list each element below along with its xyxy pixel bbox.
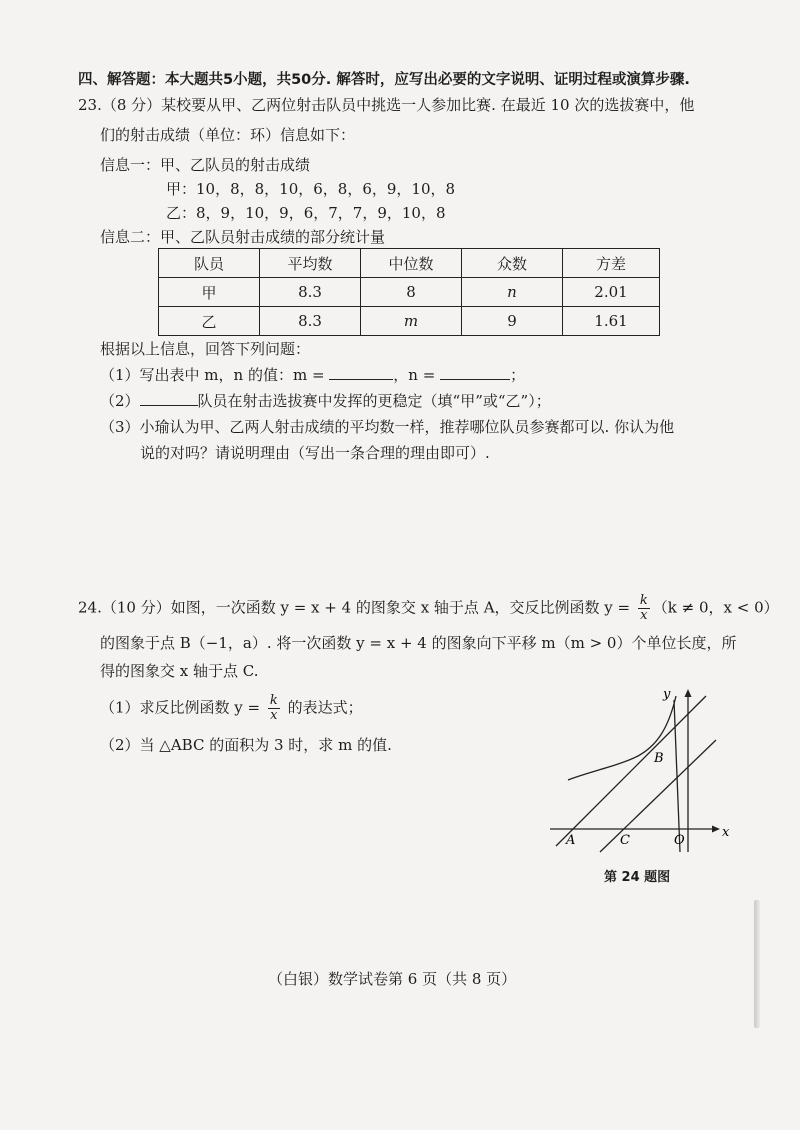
q23-scores-jia: 甲：10，8，8，10，6，8，6，9，10，8: [166, 180, 456, 198]
table-cell: n: [462, 278, 563, 307]
table-cell: 1.61: [563, 307, 660, 336]
q24-line1-a: 24.（10 分）如图，一次函数 y = x + 4 的图象交 x 轴于点 A，交反比例函数 y =: [78, 598, 635, 617]
q23-part3-line1: （3）小瑜认为甲、乙两人射击成绩的平均数一样，推荐哪位队员参赛都可以. 你认为他: [100, 418, 675, 436]
label-C: C: [620, 833, 630, 848]
q24-line1-b: （k ≠ 0，x < 0）: [652, 598, 779, 617]
table-cell: 8.3: [260, 307, 361, 336]
fraction-denominator: x: [270, 708, 278, 723]
figure-caption: 第 24 题图: [604, 870, 671, 885]
table-cell: 9: [462, 307, 563, 336]
table-cell: 2.01: [563, 278, 660, 307]
hyperbola-curve: [568, 696, 676, 780]
y-axis-arrow-icon: [685, 689, 692, 697]
q24-part2: （2）当 △ABC 的面积为 3 时，求 m 的值.: [100, 736, 392, 754]
q24-line1: [78, 594, 779, 623]
q23-part3-line2: 说的对吗？请说明理由（写出一条合理的理由即可）.: [140, 444, 490, 462]
table-cell: 8: [361, 278, 462, 307]
q24-line2: 的图象于点 B（−1，a）. 将一次函数 y = x + 4 的图象向下平移 m（m > 0）个单位长度，所: [100, 634, 737, 652]
x-axis-arrow-icon: [712, 826, 720, 833]
q24-part1-b: 的表达式；: [282, 698, 363, 717]
fraction-k-over-x: [638, 594, 650, 623]
q24-figure: [548, 686, 738, 856]
stats-table: [158, 248, 660, 336]
label-A: A: [566, 833, 576, 848]
q24-part1: [100, 694, 363, 723]
q23-intro-line2: 们的射击成绩（单位：环）信息如下：: [100, 126, 356, 144]
table-header-cell: 众数: [462, 249, 563, 278]
scan-edge-mark: [754, 900, 760, 1028]
q23-intro-line1: 23.（8 分）某校要从甲、乙两位射击队员中挑选一人参加比赛. 在最近 10 次的选拔赛中，他: [78, 96, 695, 114]
q23-part2-prefix: （2）: [100, 392, 140, 410]
answer-blank-m[interactable]: [329, 365, 393, 380]
table-header-cell: 队员: [159, 249, 260, 278]
fraction-numerator: k: [639, 593, 648, 608]
table-header-cell: 方差: [563, 249, 660, 278]
fraction-numerator: k: [269, 693, 278, 708]
page-footer: （白银）数学试卷第 6 页（共 8 页）: [268, 970, 517, 988]
answer-blank-n[interactable]: [440, 365, 510, 380]
label-x: x: [722, 825, 730, 840]
q23-part2-text: 队员在射击选拔赛中发挥的更稳定（填“甲”或“乙”）；: [197, 392, 551, 410]
q23-part1-end: ；: [510, 366, 526, 384]
label-y: y: [663, 687, 671, 702]
label-B: B: [654, 751, 664, 766]
table-cell: 8.3: [260, 278, 361, 307]
table-cell: 乙: [159, 307, 260, 336]
table-header-row: [159, 249, 660, 278]
q23-scores-yi: 乙：8，9，10，9，6，7，7，9，10，8: [166, 204, 446, 222]
fraction-denominator: x: [640, 608, 648, 623]
q23-info2-title: 信息二：甲、乙队员射击成绩的部分统计量: [100, 228, 386, 246]
table-header-cell: 平均数: [260, 249, 361, 278]
q23-part1: [100, 364, 525, 385]
q24-line3: 得的图象交 x 轴于点 C.: [100, 662, 259, 680]
table-cell: 甲: [159, 278, 260, 307]
q23-part1-mid: ，n =: [393, 366, 441, 384]
table-row: [159, 278, 660, 307]
table-row: [159, 307, 660, 336]
q23-part2: [100, 390, 551, 411]
q23-part1-prefix: （1）写出表中 m，n 的值：m =: [100, 366, 330, 384]
q23-info1-title: 信息一：甲、乙队员的射击成绩: [100, 156, 311, 174]
fraction-k-over-x: [268, 694, 280, 723]
label-O: O: [674, 833, 685, 848]
section-heading: 四、解答题：本大题共5小题，共50分. 解答时，应写出必要的文字说明、证明过程或演算步骤.: [78, 72, 690, 88]
q23-prompt: 根据以上信息，回答下列问题：: [100, 340, 311, 358]
q24-part1-a: （1）求反比例函数 y =: [100, 698, 265, 717]
table-cell: m: [361, 307, 462, 336]
table-header-cell: 中位数: [361, 249, 462, 278]
answer-blank-player[interactable]: [140, 391, 198, 406]
